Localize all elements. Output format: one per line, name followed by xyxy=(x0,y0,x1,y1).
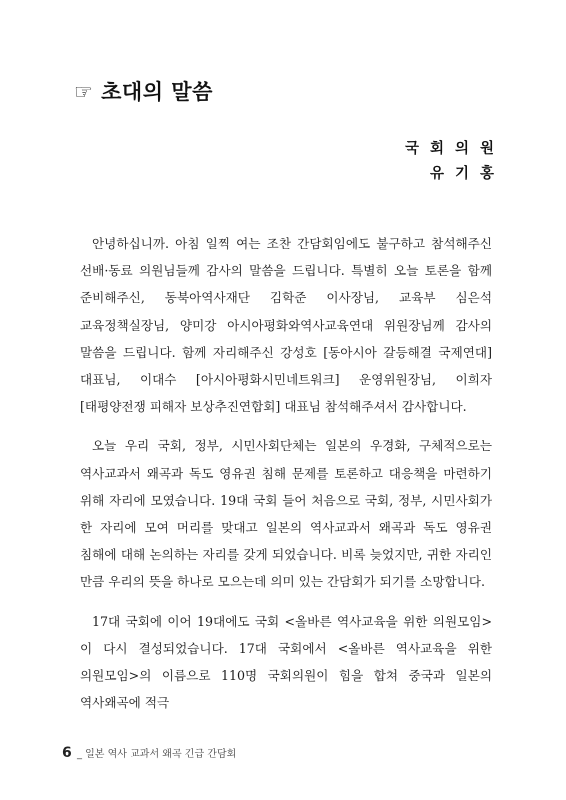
page-heading xyxy=(74,76,213,106)
footer-text: 일본 역사 교과서 왜곡 긴급 간담회 xyxy=(85,749,237,760)
signature-title: 국회의원 xyxy=(404,141,505,157)
paragraph: 안녕하십니까. 아침 일찍 여는 조찬 간담회임에도 불구하고 참석해주신 선배·동료 의원님들께 감사의 말씀을 드립니다. 특별히 오늘 토론을 함께 준비해주신, 동북아역사재단 김학준 이사장님, 교육부 심은석 교육정책실장님, 양미강 아시아평화와역사교육연대 위원장님께 감사의 말씀을 드립니다. 함께 자리해주신 강성호 [동아시아 갈등해결 국제연대] 대표님, 이대수 [아시아평화시민네트워크] 운영위원장님, 이희자 [태평양전쟁 피해자 보상추진연합회] 대표님 참석해주셔서 감사합니다. xyxy=(80,236,492,415)
footer-separator: _ xyxy=(76,749,82,760)
body-text xyxy=(80,230,492,728)
page-number: 6 xyxy=(62,745,72,761)
pointing-hand-icon: ☞ xyxy=(74,80,94,104)
page-footer xyxy=(62,745,236,761)
signature-block xyxy=(405,137,505,187)
paragraph: 17대 국회에 이어 19대에도 국회 <올바른 역사교육을 위한 의원모임>이 다시 결성되었습니다. 17대 국회에서 <올바른 역사교육을 위한 의원모임>의 이름으로 110명 국회의원이 힘을 합쳐 중국과 일본의 역사왜곡에 적극 xyxy=(80,613,492,711)
paragraph: 오늘 우리 국회, 정부, 시민사회단체는 일본의 우경화, 구체적으로는 역사교과서 왜곡과 독도 영유권 침해 문제를 토론하고 대응책을 마련하기 위해 자리에 모였습니다. 19대 국회 들어 처음으로 국회, 정부, 시민사회가 한 자리에 모여 머리를 맞대고 일본의 역사교과서 왜곡과 독도 영유권 침해에 대해 논의하는 자리를 갖게 되었습니다. 비록 늦었지만, 귀한 자리인 만큼 우리의 뜻을 하나로 모으는데 의미 있는 간담회가 되기를 소망합니다. xyxy=(80,438,492,590)
signature-name: 유기홍 xyxy=(429,166,505,182)
heading-title: 초대의 말씀 xyxy=(101,80,213,104)
